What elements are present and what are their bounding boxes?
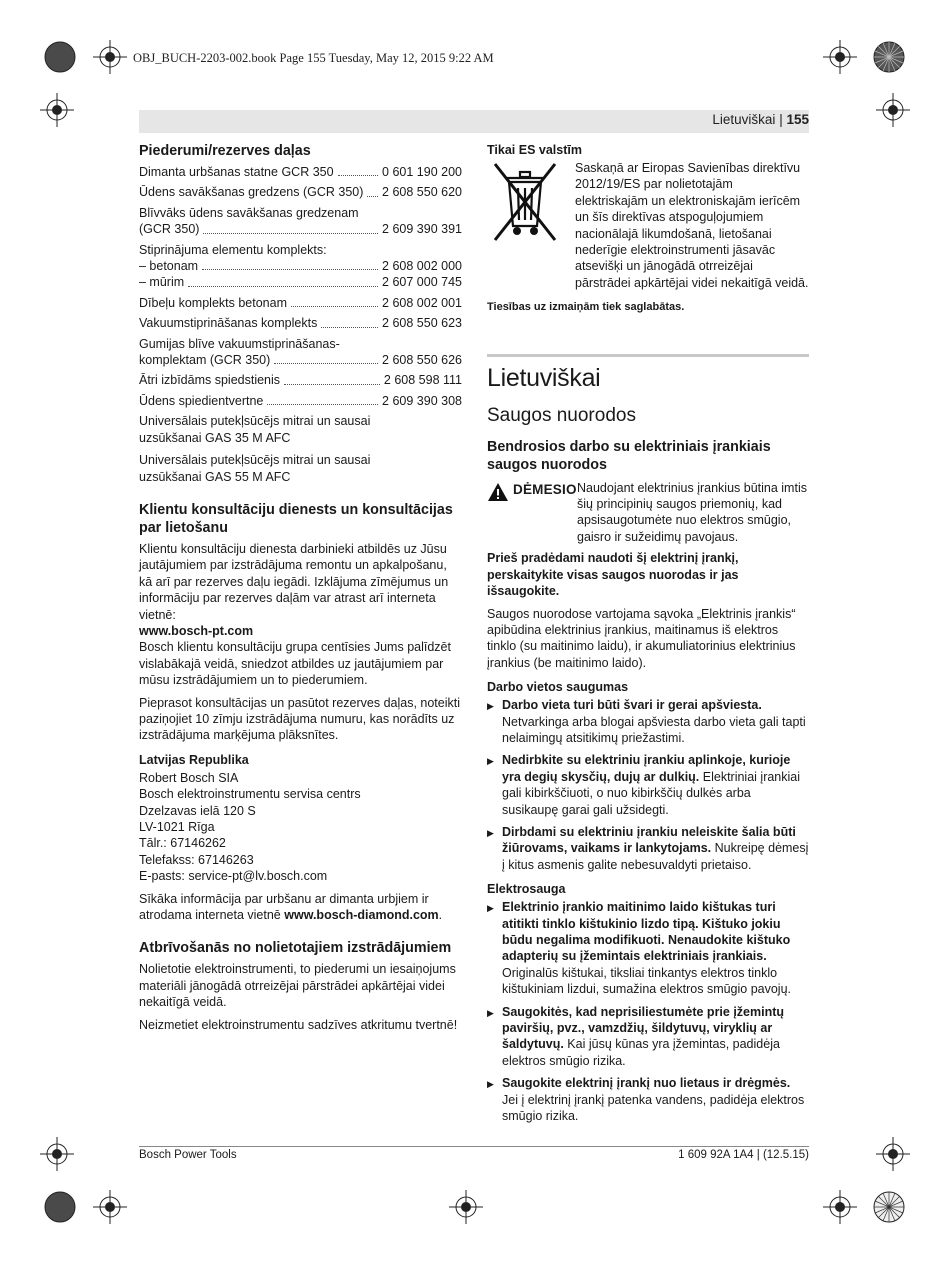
parts-row-title: Stiprinājuma elementu komplekts: [139,242,327,257]
registration-dot-icon [44,41,76,73]
weee-block [487,160,809,291]
list-item: ▶ Saugokitės, kad neprisiliestumėte prie įžemintų paviršių, pvz., vamzdžių, šildytuvų, viryklių ar šaldytuvų. Kai jūsų kūnas yra įžemintas, padidėja elektros smūgio rizika. [487,1004,809,1070]
registration-mark-icon [876,93,910,127]
safety-title: Saugos nuorodos [487,404,636,426]
registration-mark-icon [823,1190,857,1224]
eu-heading: Tikai ES valstīm [487,143,582,157]
registration-mark-icon [93,40,127,74]
vacuum-cleaner-2: Universālais putekļsūcējs mitrai un sausai uzsūkšanai GAS 55 M AFC [139,453,371,484]
service-paragraph: Klientu konsultāciju dienesta darbinieki atbildēs uz Jūsu jautājumiem par izstrādājuma remontu un apkalpošanu, kā arī par rezerves daļu iegādi. Izklājuma zīmējumus un informāciju par rezerves daļām var atrast arī interneta vietnē: [139,541,449,622]
registration-mark-icon [449,1190,483,1224]
list-item: ▶ Darbo vieta turi būti švari ir gerai apšviesta. Netvarkinga arba blogai apšviesta darbo vieta gali tapti nelaimingų atsitikimų priežastimi. [487,697,809,746]
parts-row: – betonam 2 608 002 000 [139,259,462,274]
warning-badge [487,480,577,546]
parts-row: Ātri izbīdāms spiedstienis 2 608 598 111 [139,373,462,388]
parts-row: Dimanta urbšanas statne GCR 350 0 601 190 200 [139,165,462,179]
parts-heading: Piederumi/rezerves daļas [139,143,311,159]
registration-mark-icon [823,40,857,74]
disposal-paragraph: Neizmetiet elektroinstrumentu sadzīves atkritumu tvertnē! [139,1017,458,1032]
eu-text: Saskaņā ar Eiropas Savienības direktīvu 2012/19/ES par nolietotajām elektriskajām un elektroniskajām ierīcēm un šīs direktīvas atspoguļojumiem nacionālajā likumdošanā, lietošanai nederīgie elektroinstrumenti jāsavāc atsevišķi un jānogādā otrreizējai pārstrādei apkārtējai videi nekaitīgā veidā. [575,161,809,290]
footer-rule [139,1146,809,1147]
registration-starburst-icon [873,1191,905,1223]
warning-text: Naudojant elektrinius įrankius būtina imtis šių principinių saugos priemonių, kad apsisaugotumėte nuo elektros smūgio, gaisro ir sužeidimų pavojaus. [577,480,807,544]
language-title: Lietuviškai [487,363,601,392]
parts-row: – mūrim 2 607 000 745 [139,275,462,290]
registration-mark-icon [40,93,74,127]
diamond-url-link[interactable]: www.bosch-diamond.com [284,908,439,923]
footer-brand: Bosch Power Tools [139,1149,237,1161]
footer-doc-number: 1 609 92A 1A4 | (12.5.15) [678,1149,809,1161]
parts-row: Vakuumstiprināšanas komplekts 2 608 550 623 [139,316,462,331]
parts-row: Ūdens savākšanas gredzens (GCR 350) 2 608 550 620 [139,185,462,200]
registration-mark-icon [93,1190,127,1224]
list-item: ▶ Elektrinio įrankio maitinimo laido kištukas turi atitikti tinklo kištukinio lizdo tipą. Kištuko jokiu būdu negalima modifikuoti. Nenaudokite kištuko adapterių su įžemintais elektriniais įrankiais. Originalūs kištukai, tiksliai tinkantys elektros tinklo kištukiniam lizdui, sumažina elektros smūgio pavojų. [487,899,809,997]
service-paragraph: Bosch klientu konsultāciju grupa centīsies Jums palīdzēt vislabākajā veidā, sniedzot atbildes uz jautājumiem par mūsu izstrādājumiem un to piederumiem. [139,640,451,688]
workplace-heading: Darbo vietos saugumas [487,680,629,695]
list-item: ▶ Saugokite elektrinį įrankį nuo lietaus ir drėgmės. Jei į elektrinį įrankį patenka vandens, padidėja elektros smūgio rizika. [487,1075,809,1124]
list-item: ▶ Dirbdami su elektriniu įrankiu neleiskite šalia būti žiūrovams, vaikams ir lankytojams. Nukreipę dėmesį į kitus asmenis galite nebesuvaldyti prietaiso. [487,824,809,873]
changes-note: Tiesības uz izmaiņām tiek saglabātas. [487,301,685,314]
registration-dot-icon [44,1191,76,1223]
country-heading: Latvijas Republika [139,752,249,767]
disposal-heading: Atbrīvošanās no nolietotajiem izstrādājumiem [139,940,452,957]
list-item: ▶ Nedirbkite su elektriniu įrankiu aplinkoje, kurioje yra degių skysčių, dujų ar dulkių. Elektriniai įrankiai gali kibirkščiuoti, o nuo kibirkščių dulkės arba susikaupę garai gali užsidegti. [487,752,809,818]
print-line: OBJ_BUCH-2203-002.book Page 155 Tuesday, May 12, 2015 9:22 AM [133,51,494,65]
page-header [712,112,809,127]
registration-mark-icon [40,1137,74,1171]
parts-row-title: Gumijas blīve vakuumstiprināšanas- [139,336,340,351]
electrical-heading: Elektrosauga [487,882,566,897]
header-bar [139,110,809,133]
general-safety-heading: Bendrosios darbo su elektriniais įrankiais saugos nuorodos [487,438,771,473]
parts-row: Dībeļu komplekts betonam 2 608 002 001 [139,295,462,310]
warning-label: DĖMESIO [513,481,577,497]
right-column [487,142,809,1130]
parts-row: Ūdens spiedientvertne 2 609 390 308 [139,393,462,408]
service-heading: Klientu konsultāciju dienests un konsultācijas par lietošanu [139,501,453,536]
section-divider [487,354,809,357]
warning-triangle-icon [487,482,509,502]
service-address: Robert Bosch SIA Bosch elektroinstrumentu servisa centrs Dzelzavas ielā 120 S LV-1021 Rīga Tālr.: 67146262 Telefakss: 67146263 E-pasts: service-pt@lv.bosch.com [139,770,361,884]
service-paragraph: Pieprasot konsultācijas un pasūtot rezerves daļas, noteikti paziņojiet 10 zīmju izstrādājuma numuru, kas norādīts uz izstrādājuma marķējuma plāksnītes. [139,695,461,743]
header-language: Lietuviškai [712,112,776,127]
diamond-info: Sīkāka informācija par urbšanu ar dimanta urbjiem ir atrodama interneta vietnē www.bosch-diamond.com. [139,891,443,923]
read-instructions: Prieš pradėdami naudoti šį elektrinį įrankį, perskaitykite visas saugos nuorodas ir jas išsaugokite. [487,551,739,599]
parts-row-title: Blīvvāks ūdens savākšanas gredzenam [139,205,359,220]
left-column [139,142,462,1039]
crossed-out-wheelie-bin-icon [487,160,563,244]
disposal-paragraph: Nolietotie elektroinstrumenti, to piederumi un iesaiņojums materiāli jānogādā otrreizējai pārstrādei apkārtējai videi nekaitīgā veidā. [139,962,456,1010]
vacuum-cleaner-1: Universālais putekļsūcējs mitrai un sausai uzsūkšanai GAS 35 M AFC [139,414,371,445]
service-url-link[interactable]: www.bosch-pt.com [139,623,254,638]
registration-starburst-icon [873,41,905,73]
header-separator: | [779,112,783,127]
registration-mark-icon [876,1137,910,1171]
page-number: 155 [786,112,809,127]
warning-block [487,480,809,546]
definition-text: Saugos nuorodose vartojama sąvoka „Elektrinis įrankis“ apibūdina elektrinius įrankius, maitinamus iš elektros tinklo (su maitinimo laidu), ir akumuliatorinius elektrinius įrankius (be maitinimo laido). [487,606,796,670]
parts-row: komplektam (GCR 350) 2 608 550 626 [139,353,462,368]
parts-row: (GCR 350) 2 609 390 391 [139,222,462,237]
